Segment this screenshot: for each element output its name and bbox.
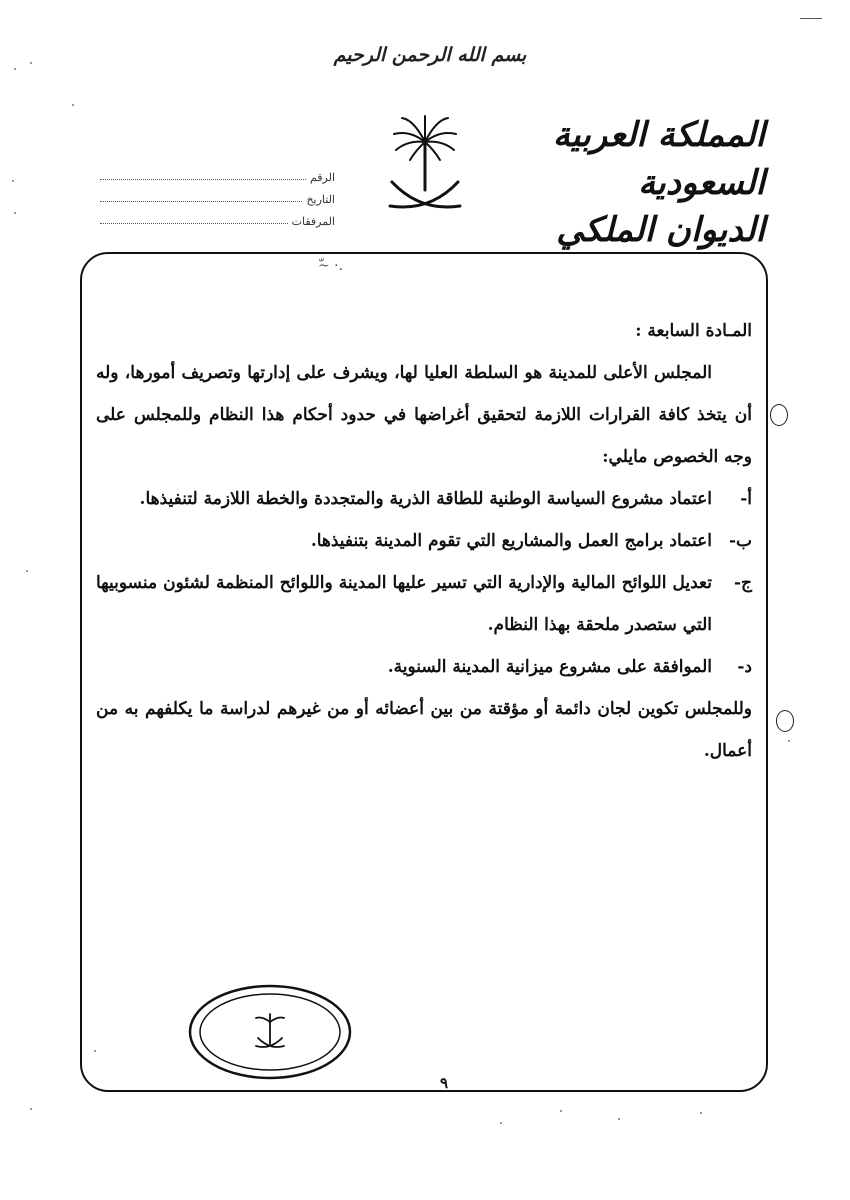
ref-attachments-label: المرفقات <box>291 215 335 228</box>
ref-attachments-row <box>100 206 335 228</box>
scan-mark: ّ~ ·. <box>318 258 344 274</box>
ref-number-label: الرقم <box>309 171 335 184</box>
list-item-text: اعتماد برامج العمل والمشاريع التي تقوم المدينة بتنفيذها. <box>310 531 712 551</box>
binder-hole-top <box>770 404 788 426</box>
list-item <box>96 646 752 688</box>
article-closing: وللمجلس تكوين لجان دائمة أو مؤقتة من بين أعضائه أو من غيرهم لدراسة ما يكلفهم به من أعمال. <box>96 699 752 761</box>
office-name: الديوان الملكي <box>556 210 765 251</box>
article-title: المـادة السابعة : <box>635 321 752 341</box>
list-item-mark: د- <box>737 657 752 677</box>
list-item-mark: ب- <box>728 531 752 551</box>
palm-swords-emblem-icon <box>380 112 470 222</box>
page-number: ٩ <box>440 1074 449 1092</box>
ref-date-line <box>100 201 302 202</box>
letterhead-title <box>505 112 765 255</box>
list-item <box>96 520 752 562</box>
article-intro: المجلس الأعلى للمدينة هو السلطة العليا لها، ويشرف على إدارتها وتصريف أمورها، وله أن يتخذ كافة القرارات اللازمة لتحقيق أغراضها في حدود أحكام هذا النظام وللمجلس على وجه الخصوص مايلي: <box>96 363 752 467</box>
list-item-mark: أ- <box>740 489 752 509</box>
list-item-mark: ج- <box>733 573 752 593</box>
reference-fields <box>100 162 335 228</box>
ref-attachments-line <box>100 223 288 224</box>
binder-hole-bottom <box>776 710 794 732</box>
article-content <box>96 310 752 772</box>
ref-date-row <box>100 184 335 206</box>
ref-number-line <box>100 179 306 180</box>
ref-number-row <box>100 162 335 184</box>
list-item <box>96 562 752 646</box>
list-item-text: الموافقة على مشروع ميزانية المدينة السنوية. <box>387 657 712 677</box>
list-item <box>96 478 752 520</box>
kingdom-name: المملكة العربية السعودية <box>552 115 765 203</box>
ref-date-label: التاريخ <box>306 193 335 206</box>
list-item-text: اعتماد مشروع السياسة الوطنية للطاقة الذرية والمتجددة والخطة اللازمة لتنفيذها. <box>139 489 712 509</box>
basmala-heading: بسم الله الرحمن الرحيم <box>333 44 527 66</box>
list-item-text: تعديل اللوائح المالية والإدارية التي تسير عليها المدينة واللوائح المنظمة لشئون منسوبيها التي ستصدر ملحقة بهذا النظام. <box>96 573 712 635</box>
royal-court-seal-icon <box>186 982 354 1082</box>
